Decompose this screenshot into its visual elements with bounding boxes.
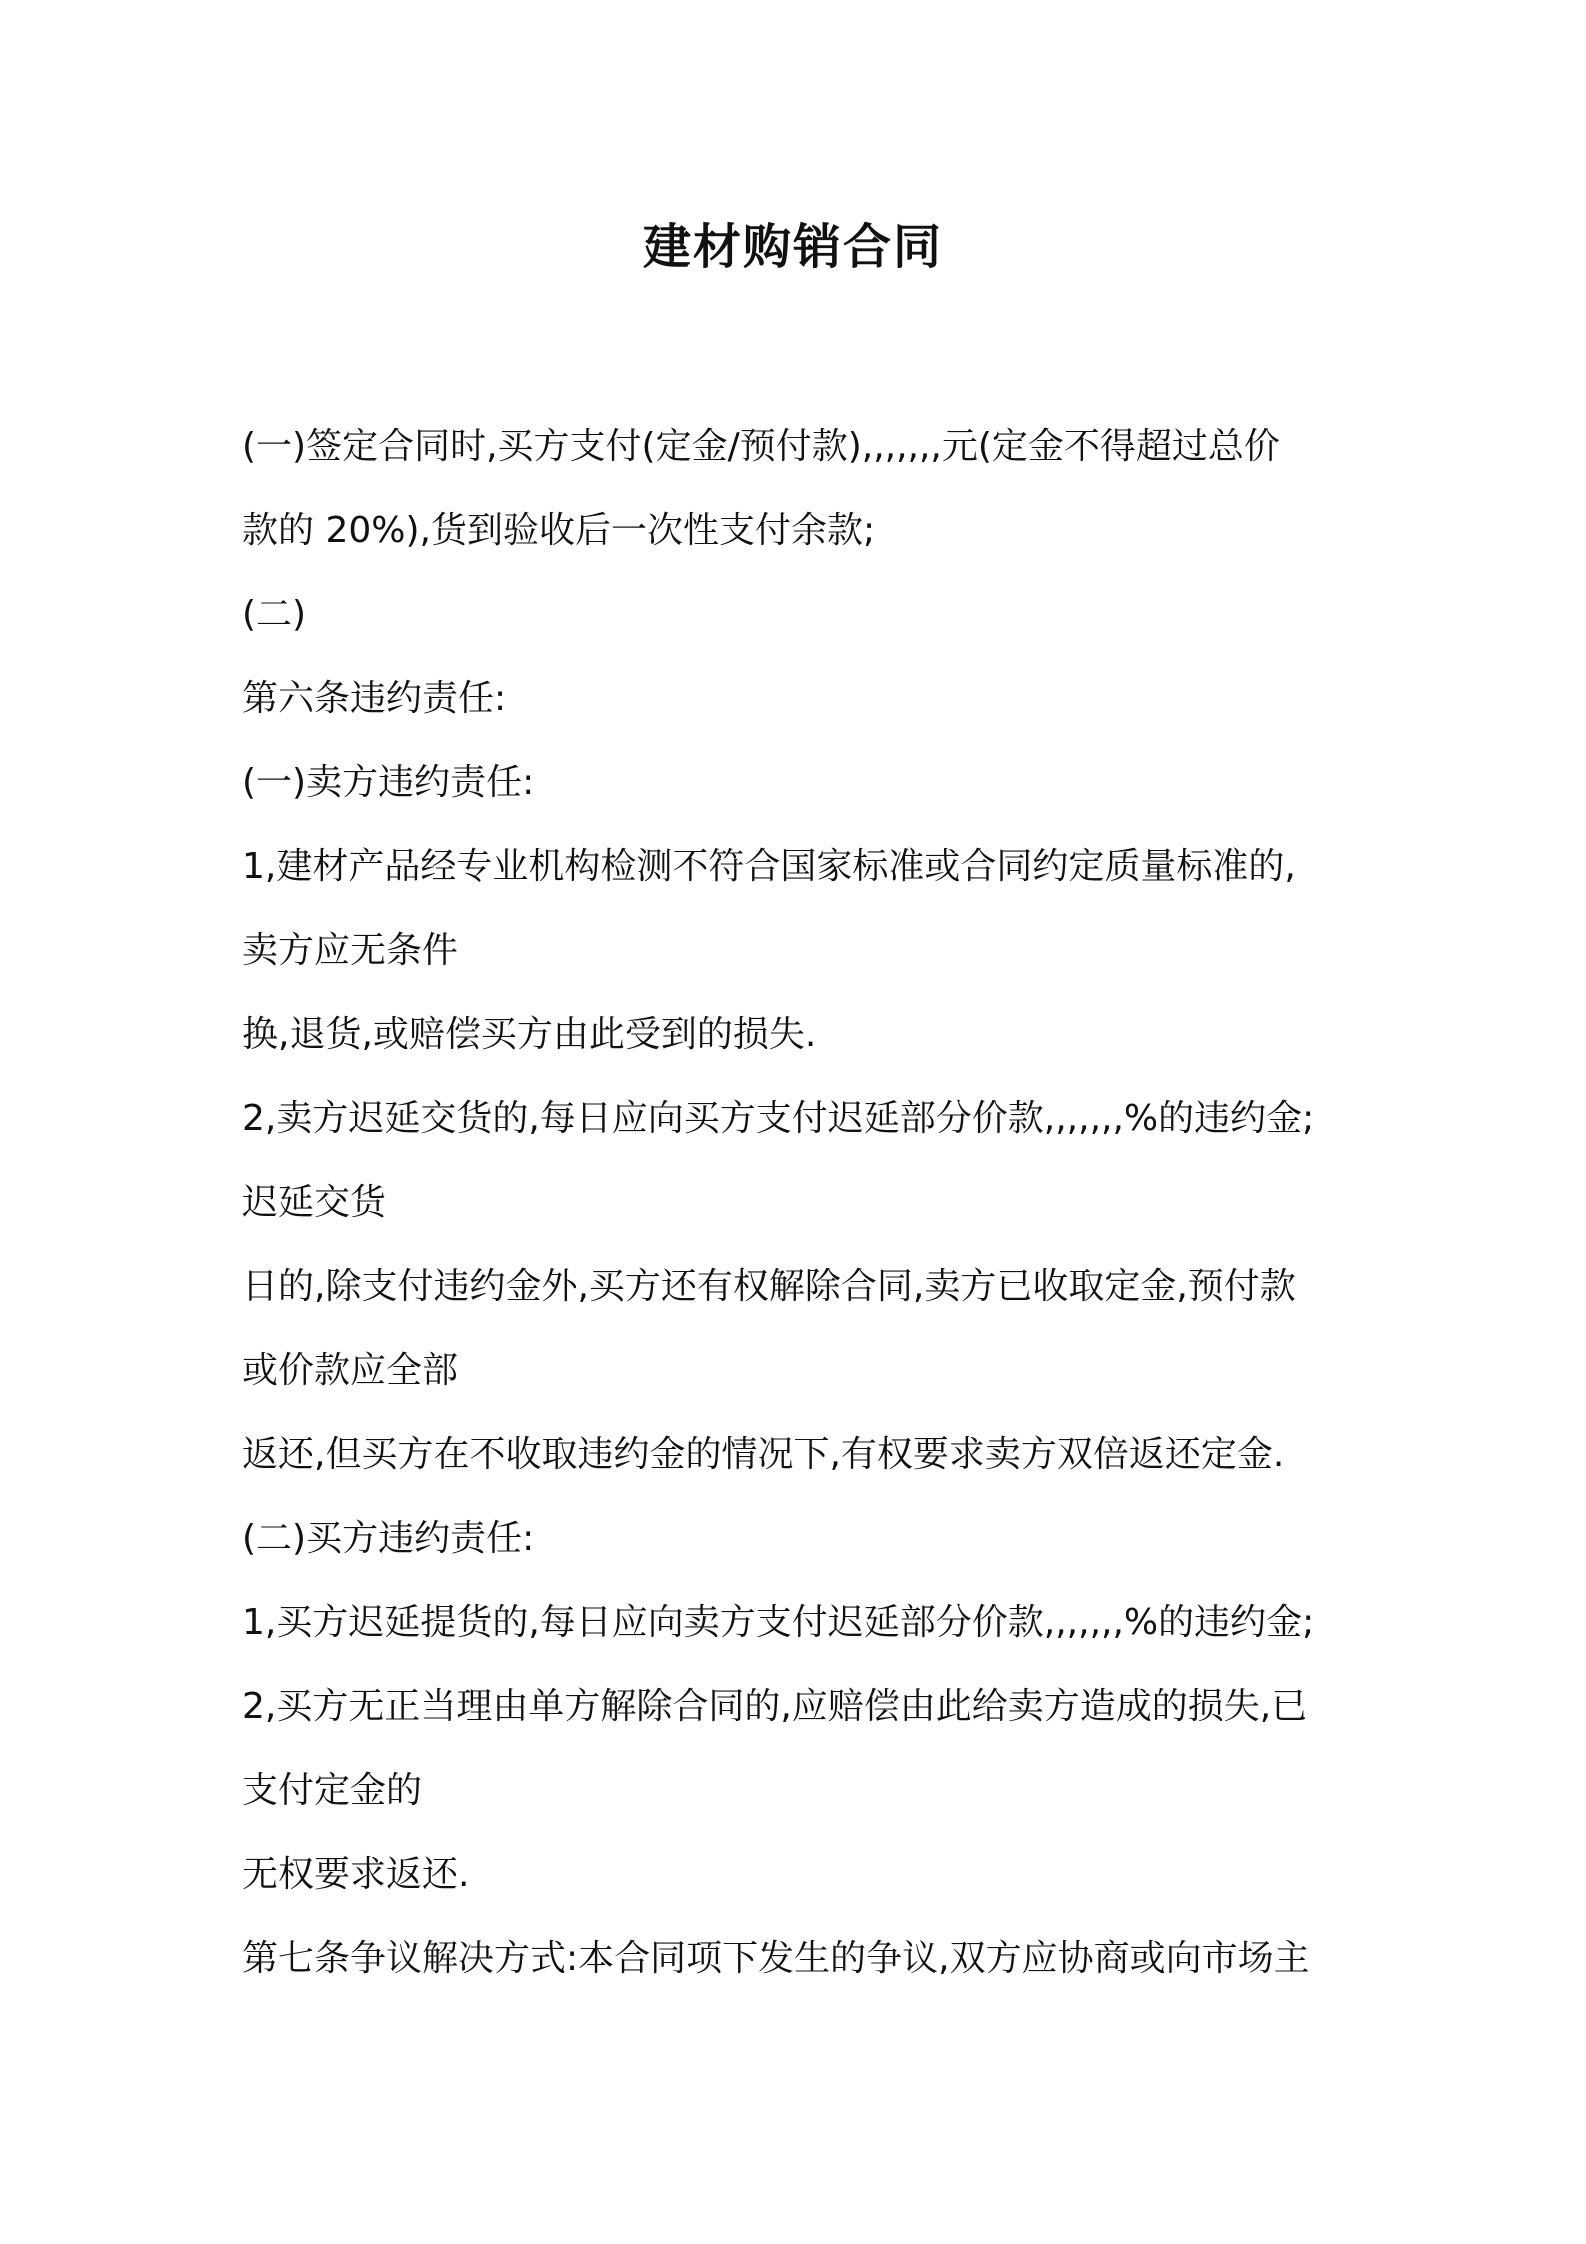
text-line: (二)	[242, 594, 307, 635]
text-line: 卖方应无条件	[242, 930, 459, 971]
text-line: 1,建材产品经专业机构检测不符合国家标准或合同约定质量标准的,	[242, 846, 1296, 887]
text-line: 2,卖方迟延交货的,每日应向买方支付迟延部分价款,,,,,,,%的违约金;	[242, 1098, 1315, 1139]
text-line: 日的,除支付违约金外,买方还有权解除合同,卖方已收取定金,预付款	[242, 1266, 1296, 1307]
text-line: 无权要求返还.	[242, 1854, 470, 1895]
text-line: (一)卖方违约责任:	[242, 762, 535, 803]
text-line: 第七条争议解决方式:本合同项下发生的争议,双方应协商或向市场主	[242, 1938, 1310, 1979]
text-line: 1,买方迟延提货的,每日应向卖方支付迟延部分价款,,,,,,,%的违约金;	[242, 1602, 1315, 1643]
text-line: (一)签定合同时,买方支付(定金/预付款),,,,,,,元(定金不得超过总价	[242, 426, 1280, 467]
text-line: 款的 20%),货到验收后一次性支付余款;	[242, 510, 876, 551]
document-title: 建材购销合同	[642, 219, 943, 275]
text-line: (二)买方违约责任:	[242, 1518, 535, 1559]
text-line: 返还,但买方在不收取违约金的情况下,有权要求卖方双倍返还定金.	[242, 1434, 1285, 1475]
text-line: 或价款应全部	[242, 1350, 459, 1391]
text-line: 支付定金的	[242, 1770, 423, 1811]
text-line: 第六条违约责任:	[242, 678, 507, 719]
text-line: 换,退货,或赔偿买方由此受到的损失.	[242, 1014, 817, 1055]
text-line: 2,买方无正当理由单方解除合同的,应赔偿由此给卖方造成的损失,已	[242, 1686, 1308, 1727]
document-body	[242, 405, 1362, 2001]
text-line: 迟延交货	[242, 1182, 387, 1223]
